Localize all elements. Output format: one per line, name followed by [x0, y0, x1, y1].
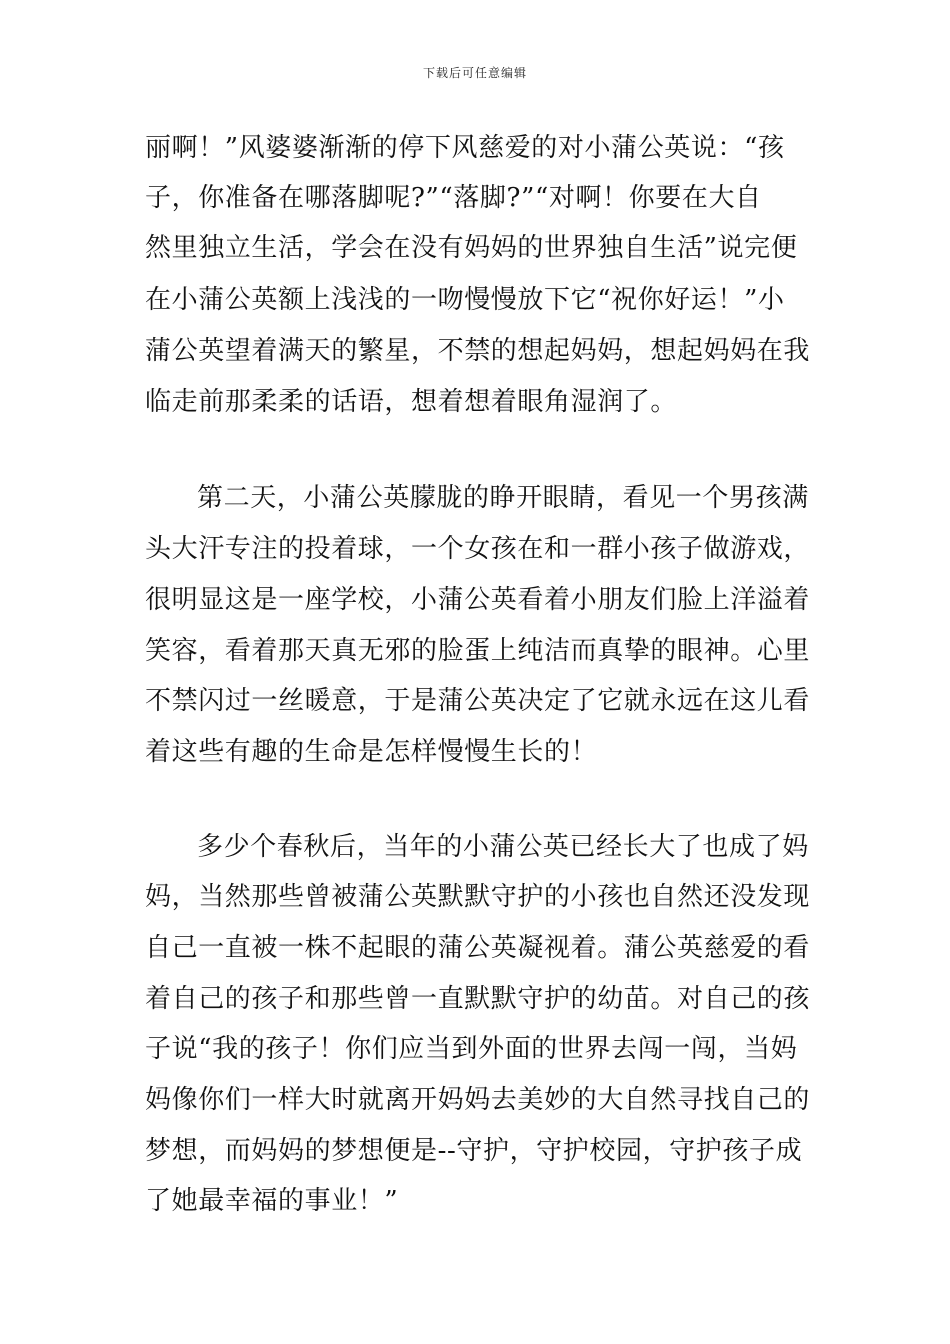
paragraph-line: 然里独立生活，学会在没有妈妈的世界独自生活”说完便 — [145, 233, 798, 263]
paragraph-line: 很明显这是一座学校，小蒲公英看着小朋友们脸上洋溢着 — [145, 585, 811, 615]
paragraph-line: 子说“我的孩子！你们应当到外面的世界去闯一闯，当妈 — [145, 1034, 798, 1064]
page-header-note: 下载后可任意编辑 — [422, 66, 527, 80]
paragraph-line: 妈像你们一样大时就离开妈妈去美妙的大自然寻找自己的 — [145, 1085, 811, 1115]
paragraph-line: 在小蒲公英额上浅浅的一吻慢慢放下它“祝你好运！”小 — [145, 285, 785, 315]
paragraph-line: 子，你准备在哪落脚呢?”“落脚?”“对啊！你要在大自 — [145, 183, 762, 213]
paragraph-line: 梦想，而妈妈的梦想便是--守护，守护校园，守护孩子成 — [145, 1136, 803, 1166]
paragraph-line: 不禁闪过一丝暖意，于是蒲公英决定了它就永远在这儿看 — [145, 686, 811, 716]
paragraph-line: 着自己的孩子和那些曾一直默默守护的幼苗。对自己的孩 — [145, 984, 811, 1014]
paragraph-line: 着这些有趣的生命是怎样慢慢生长的！ — [145, 737, 598, 767]
paragraph-line: 自己一直被一株不起眼的蒲公英凝视着。蒲公英慈爱的看 — [145, 933, 811, 963]
paragraph-line: 第二天，小蒲公英朦胧的睁开眼睛，看见一个男孩满 — [197, 483, 809, 513]
paragraph-line: 蒲公英望着满天的繁星，不禁的想起妈妈，想起妈妈在我 — [145, 336, 811, 366]
paragraph-line: 了她最幸福的事业！” — [145, 1186, 399, 1216]
paragraph-line: 丽啊！”风婆婆渐渐的停下风慈爱的对小蒲公英说：“孩 — [145, 133, 785, 163]
paragraph-line: 笑容，看着那天真无邪的脸蛋上纯洁而真挚的眼神。心里 — [145, 636, 811, 666]
paragraph-line: 头大汗专注的投着球，一个女孩在和一群小孩子做游戏， — [145, 534, 811, 564]
paragraph-line: 妈，当然那些曾被蒲公英默默守护的小孩也自然还没发现 — [145, 882, 811, 912]
paragraph-line: 临走前那柔柔的话语，想着想着眼角湿润了。 — [145, 387, 678, 417]
paragraph-line: 多少个春秋后，当年的小蒲公英已经长大了也成了妈 — [197, 832, 809, 862]
